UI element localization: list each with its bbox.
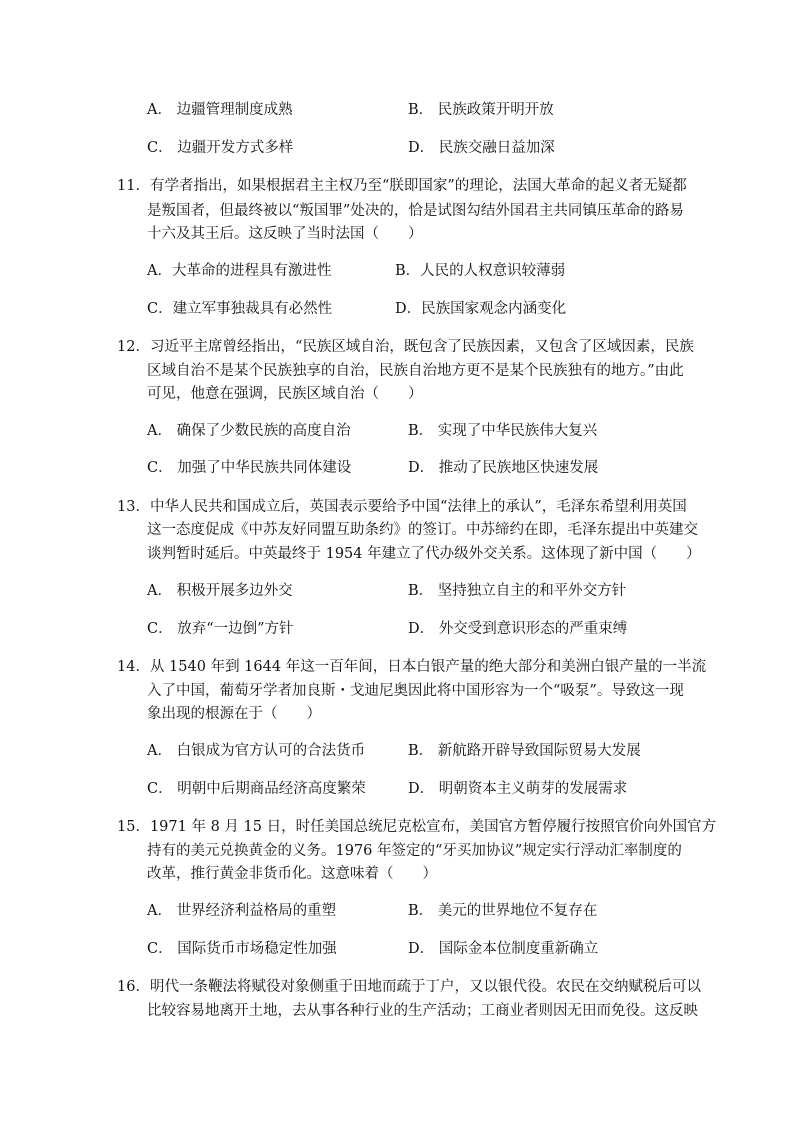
q15-stem-line-3: 改革，推行黄金非货币化。这意味着（ ） [147, 866, 437, 882]
q11-stem-line-1: 11．有学者指出，如果根据君主主权乃至“朕即国家”的理论，法国大革命的起义者无疑都 [117, 178, 687, 194]
q11-option-a: A．大革命的进程具有激进性 [147, 263, 332, 279]
q14-stem-line-3: 象出现的根源在于（ ） [147, 706, 321, 722]
q13-stem-line-2: 这一态度促成《中苏友好同盟互助条约》的签订。中苏缔约在即，毛泽东提出中英建交 [147, 522, 698, 538]
q13-option-a: A． 积极开展多边外交 [147, 583, 293, 599]
q13-stem-line-1: 13．中华人民共和国成立后，英国表示要给予中国“法律上的承认”，毛泽东希望利用英国 [117, 499, 687, 515]
q11-option-d: D．民族国家观念内涵变化 [395, 301, 567, 317]
q10-option-a: A． 边疆管理制度成熟 [147, 102, 293, 118]
q10-option-d: D． 民族交融日益加深 [408, 140, 555, 156]
q14-option-d: D． 明朝资本主义萌芽的发展需求 [408, 781, 628, 797]
q15-stem-line-1: 15．1971 年 8 月 15 日，时任美国总统尼克松宣布，美国官方暂停履行按照官价向外国官方 [117, 819, 717, 835]
q15-stem-line-2: 持有的美元兑换黄金的义务。1976 年签定的“牙买加协议”规定实行浮动汇率制度的 [147, 843, 682, 859]
q10-option-c: C． 边疆开发方式多样 [147, 140, 294, 156]
q13-option-d: D． 外交受到意识形态的严重束缚 [408, 621, 628, 637]
q10-option-b: B． 民族政策开明开放 [408, 102, 554, 118]
q12-option-b: B． 实现了中华民族伟大复兴 [408, 423, 598, 439]
q14-stem-line-1: 14．从 1540 年到 1644 年这一百年间，日本白银产量的绝大部分和美洲白银产量的一半流 [117, 659, 707, 675]
q15-option-a: A． 世界经济利益格局的重塑 [147, 903, 337, 919]
q13-option-b: B． 坚持独立自主的和平外交方针 [408, 583, 627, 599]
q16-stem-line-2: 比较容易地离开土地，去从事各种行业的生产活动；工商业者则因无田而免役。这反映 [147, 1003, 698, 1019]
q13-stem-line-3: 谈判暂时延后。中英最终于 1954 年建立了代办级外交关系。这体现了新中国（ ） [147, 546, 701, 562]
q12-stem-line-1: 12．习近平主席曾经指出，“民族区域自治，既包含了民族因素，又包含了区域因素，民族 [117, 339, 694, 355]
q12-option-a: A． 确保了少数民族的高度自治 [147, 423, 351, 439]
q14-option-c: C． 明朝中后期商品经济高度繁荣 [147, 781, 366, 797]
q12-stem-line-3: 可见，他意在强调，民族区域自治（ ） [147, 386, 423, 402]
q14-stem-line-2: 入了中国，葡萄牙学者加良斯・戈迪尼奥因此将中国形容为一个“吸泵”。导致这一现 [147, 683, 684, 699]
q12-option-d: D． 推动了民族地区快速发展 [408, 460, 599, 476]
q14-option-a: A． 白银成为官方认可的合法货币 [147, 743, 366, 759]
q12-option-c: C． 加强了中华民族共同体建设 [147, 460, 352, 476]
q15-option-b: B． 美元的世界地位不复存在 [408, 903, 598, 919]
q11-option-c: C．建立军事独裁具有必然性 [147, 301, 333, 317]
q11-option-b: B．人民的人权意识较薄弱 [395, 263, 566, 279]
q15-option-c: C． 国际货币市场稳定性加强 [147, 941, 337, 957]
q13-option-c: C． 放弃“一边倒”方针 [147, 621, 294, 637]
q16-stem-line-1: 16．明代一条鞭法将赋役对象侧重于田地而疏于丁户，又以银代役。农民在交纳赋税后可以 [117, 979, 701, 995]
q14-option-b: B． 新航路开辟导致国际贸易大发展 [408, 743, 641, 759]
q11-stem-line-3: 十六及其王后。这反映了当时法国（ ） [147, 226, 423, 242]
q12-stem-line-2: 区域自治不是某个民族独享的自治，民族自治地方更不是某个民族独有的地方。”由此 [147, 363, 684, 379]
q11-stem-line-2: 是叛国者，但最终被以“叛国罪”处决的，恰是试图勾结外国君主共同镇压革命的路易 [147, 203, 684, 219]
q15-option-d: D． 国际金本位制度重新确立 [408, 941, 599, 957]
